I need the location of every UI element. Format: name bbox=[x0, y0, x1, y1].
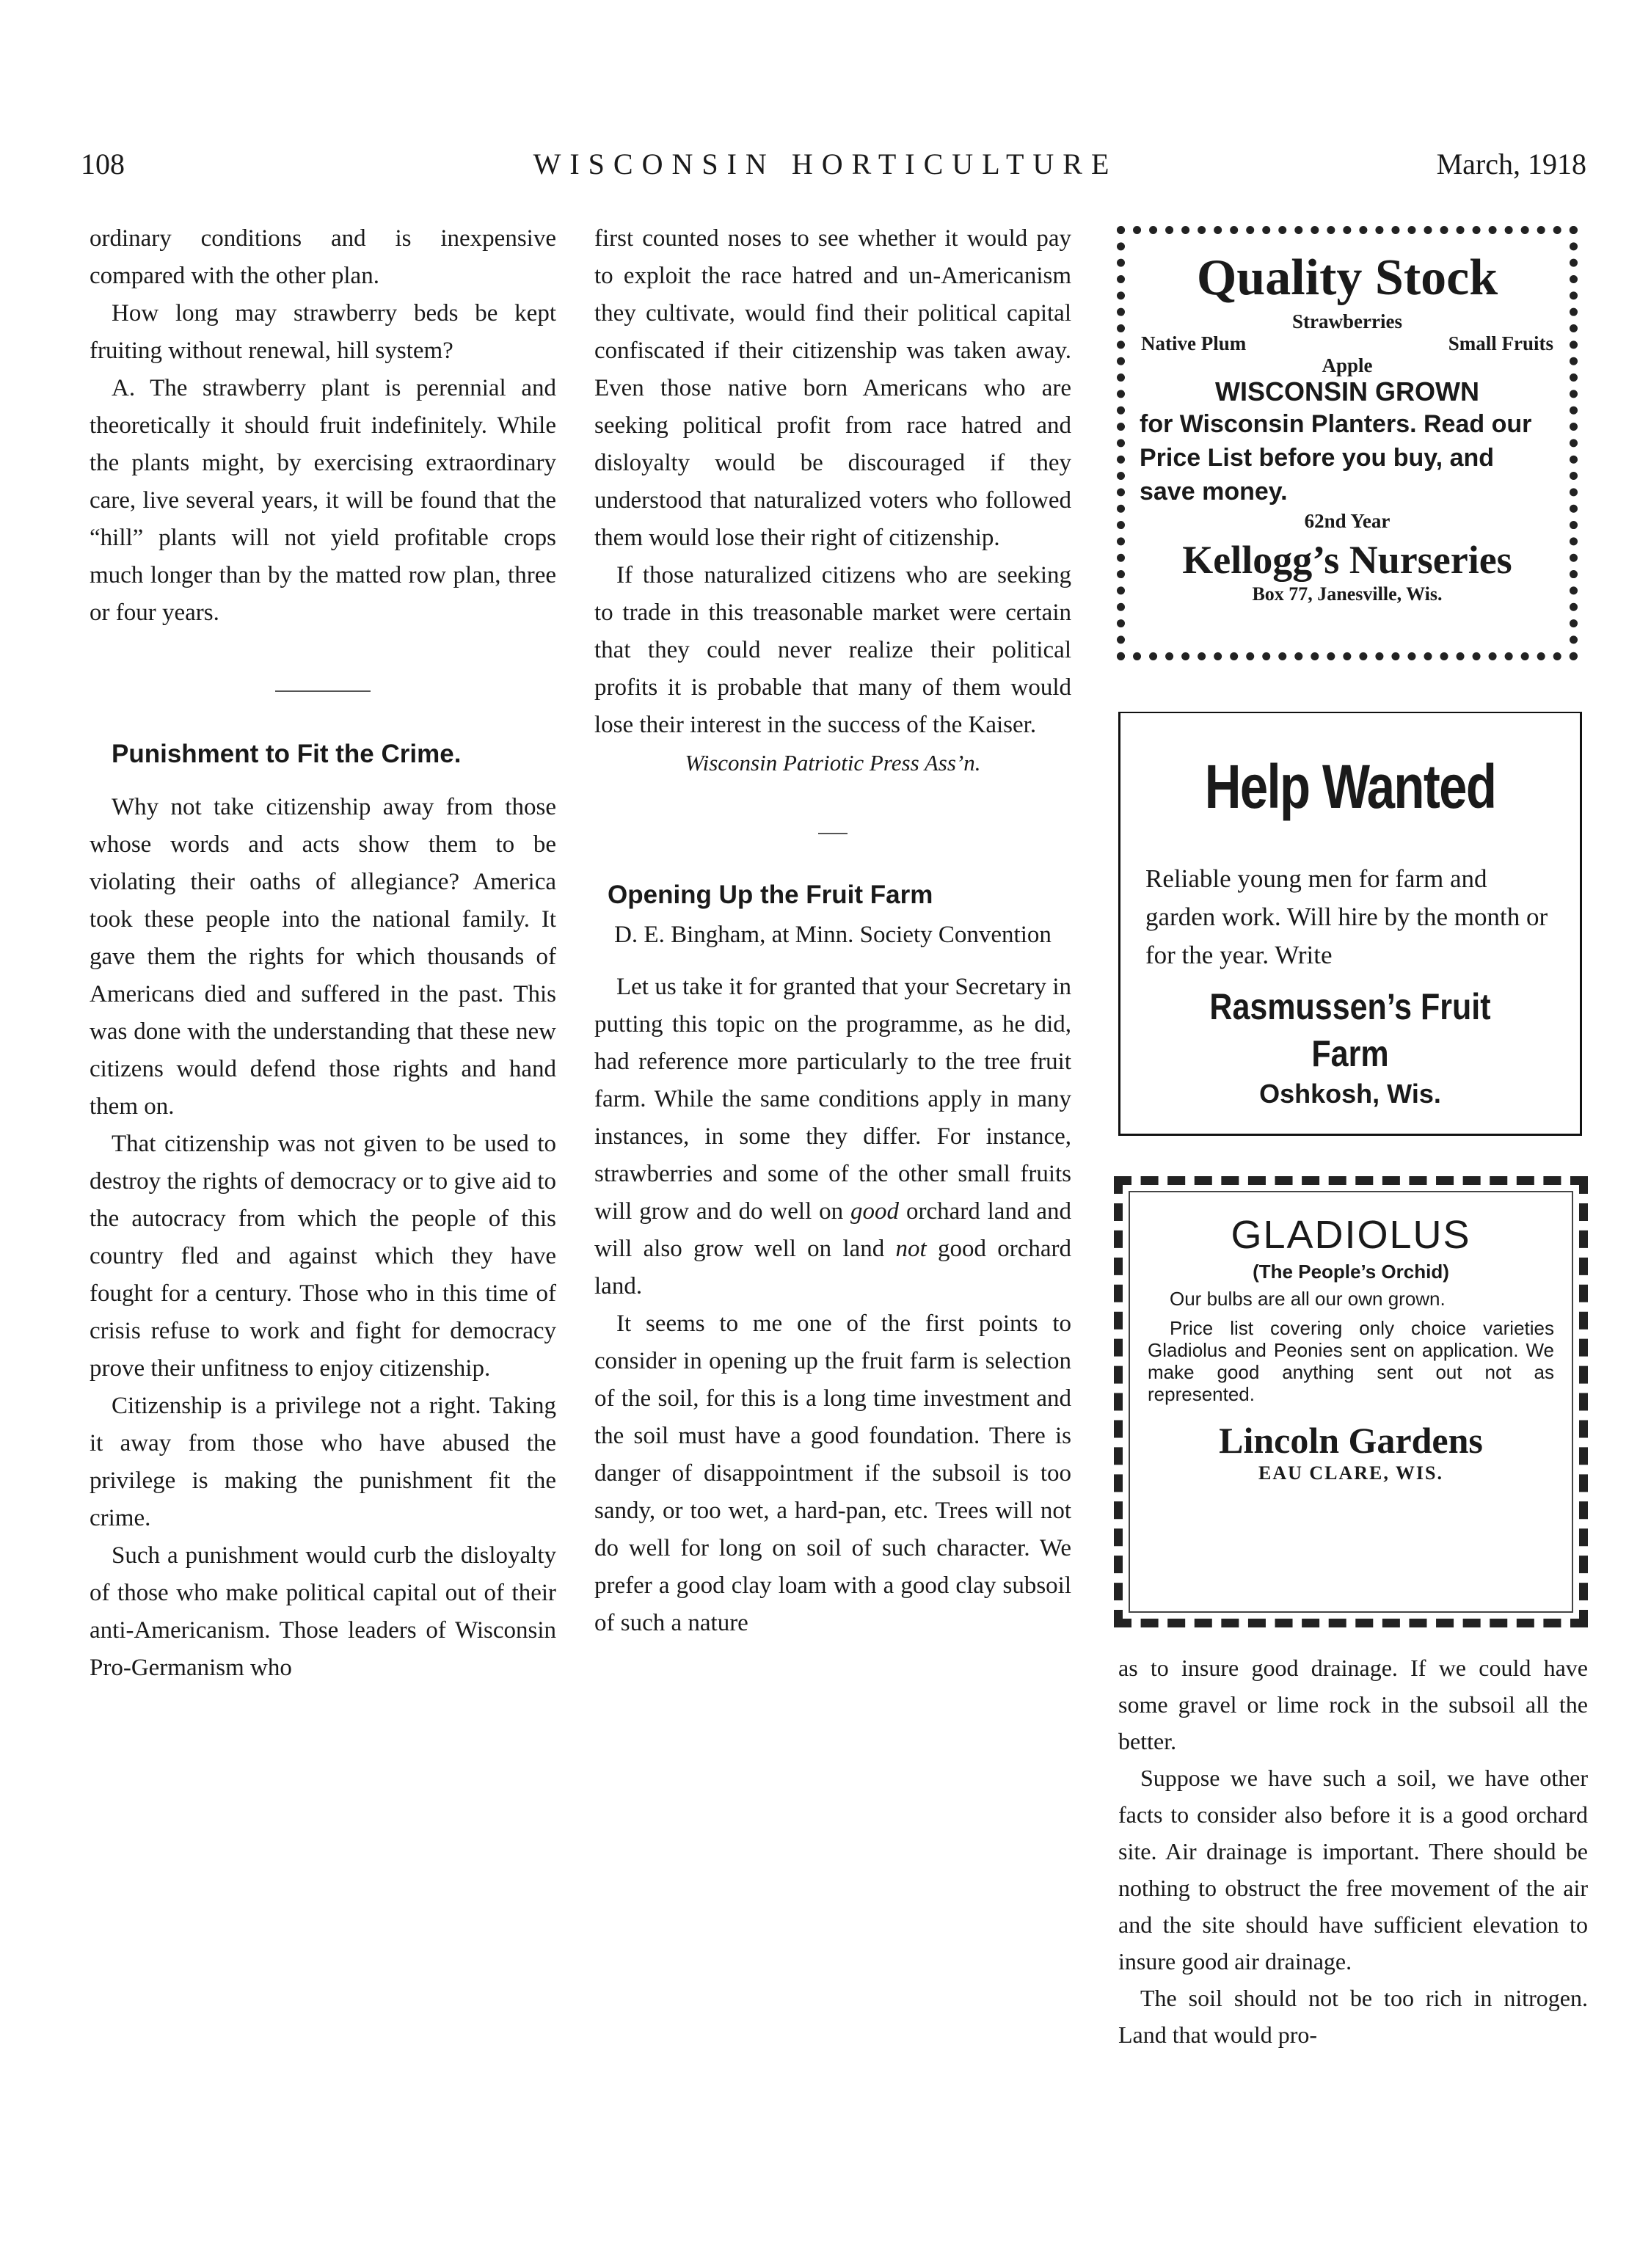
page-number: 108 bbox=[81, 147, 125, 181]
ad-title: Quality Stock bbox=[1196, 249, 1498, 306]
rasmussen-help-wanted-ad bbox=[1118, 712, 1582, 1136]
paragraph: The soil should not be too rich in nitrogen. Land that would pro- bbox=[1118, 1985, 1588, 2048]
ad-line: WISCONSIN GROWN bbox=[1215, 376, 1479, 406]
section-divider bbox=[275, 690, 371, 692]
ad-body: Price list covering only choice varieties Gladiolus and Peonies sent on application. We make good anything sent out not as represented. bbox=[1148, 1317, 1554, 1405]
ad-body: Our bulbs are all our own grown. bbox=[1170, 1288, 1446, 1310]
paragraph: If those naturalized citizens who are seeking to trade in this treasonable market were certain that they could never realize their political profits it is probable that many of them would lose their interest in the success of the Kaiser. bbox=[594, 562, 1071, 738]
article-heading: Punishment to Fit the Crime. bbox=[112, 740, 462, 768]
ad-subtitle: (The People’s Orchid) bbox=[1253, 1261, 1449, 1283]
paragraph: Such a punishment would curb the disloyalty of those who make political capital out of their anti-Americanism. Those leaders of Wisconsin Pro-Germanism who bbox=[90, 1542, 556, 1681]
ad-address: Box 77, Janesville, Wis. bbox=[1252, 583, 1443, 605]
paragraph: Why not take citizenship away from those whose words and acts show them to be violating their oaths of allegiance? America took these people into the national family. It gave them the rights for which thousands of Americans died and suffered in the past. This was done with the understanding that these new citizens would defend those rights and hand them on. bbox=[90, 794, 556, 1120]
ad-address: EAU CLARE, WIS. bbox=[1258, 1462, 1443, 1484]
paragraph: first counted noses to see whether it would pay to exploit the race hatred and un-Americanism they cultivate, would find their political capital confiscated if their citizenship was taken away. Even those native born Americans who are seeking political profit from race hatred and disloyalty would be discouraged if they understood that naturalized voters who followed them would lose their right of citizenship. bbox=[594, 225, 1071, 551]
article-byline: D. E. Bingham, at Minn. Society Convention bbox=[614, 922, 1052, 948]
paragraph: How long may strawberry beds be kept fruiting without renewal, hill system? bbox=[90, 300, 556, 364]
paragraph: Let us take it for granted that your Secretary in putting this topic on the programme, as he did, had reference more particularly to the tree fruit farm. While the same conditions apply in many instances, in some they differ. For instance, strawberries and some of the other small fruits will grow and do well on good orchard land and will also grow well on land not good orchard land. bbox=[594, 974, 1072, 1299]
ad-company-name: Kellogg’s Nurseries bbox=[1182, 538, 1512, 582]
paragraph: ordinary conditions and is inexpensive compared with the other plan. bbox=[90, 225, 556, 289]
journal-title: WISCONSIN HORTICULTURE bbox=[533, 147, 1118, 181]
paragraph: as to insure good drainage. If we could have some gravel or lime rock in the subsoil all the better. bbox=[1118, 1655, 1588, 1754]
article-heading: Opening Up the Fruit Farm bbox=[608, 880, 933, 909]
paragraph: A. The strawberry plant is perennial and theoretically it should fruit indefinitely. While the plants might, by exercising extraordinary care, live several years, it will be found that the “hill” plants will not yield profitable crops much longer than by the matted row plan, three or four years. bbox=[90, 375, 556, 626]
paragraph: Citizenship is a privilege not a right. Taking it away from those who have abused the privilege is making the punishment fit the crime. bbox=[90, 1393, 556, 1531]
column-2 bbox=[594, 220, 1071, 1642]
issue-date: March, 1918 bbox=[1436, 147, 1586, 181]
ad-line: Native Plum Small Fruits bbox=[1141, 332, 1553, 354]
page-header bbox=[0, 147, 1651, 191]
ad-body: for Wisconsin Planters. Read our Price List before you buy, and save money. bbox=[1140, 410, 1532, 506]
paragraph: Suppose we have such a soil, we have other facts to consider also before it is a good orchard site. Air drainage is important. There should be nothing to obstruct the free movement of the air and the site should have sufficient elevation to insure good air drainage. bbox=[1118, 1765, 1588, 1975]
paragraph: That citizenship was not given to be used to destroy the rights of democracy or to give aid to the autocracy from which the people of this country fled and against which they have fought for a century. Those who in this time of crisis refuse to work and fight for democracy prove their unfitness to enjoy citizenship. bbox=[90, 1131, 556, 1382]
ad-year: 62nd Year bbox=[1304, 510, 1391, 532]
column-1 bbox=[90, 220, 556, 1687]
section-divider bbox=[818, 833, 848, 834]
ad-address: Oshkosh, Wis. bbox=[1259, 1079, 1441, 1109]
ad-body: Reliable young men for farm and garden work. Will hire by the month or for the year. Write bbox=[1145, 864, 1548, 969]
ad-company-name: Rasmussen’s Fruit Farm bbox=[1209, 986, 1491, 1074]
ad-title: Help Wanted bbox=[1204, 752, 1496, 821]
column-3 bbox=[1118, 1649, 1588, 2053]
ad-line: Apple bbox=[1322, 354, 1373, 376]
lincoln-gardens-ad bbox=[1114, 1176, 1588, 1627]
kellogg-nurseries-ad bbox=[1117, 226, 1578, 660]
paragraph: It seems to me one of the first points to consider in opening up the fruit farm is selection of the soil, for this is a long time investment and the soil must have a good foundation. There is danger of disappointment if the subsoil is too sandy, or too wet, a hard-pan, etc. Trees will not do well for long on soil of such character. We prefer a good clay loam with a good clay subsoil of such a nature bbox=[594, 1310, 1071, 1636]
ad-title: GLADIOLUS bbox=[1231, 1213, 1471, 1257]
ad-line: Strawberries bbox=[1292, 310, 1402, 332]
article-credit: Wisconsin Patriotic Press Ass’n. bbox=[685, 750, 981, 776]
ad-company-name: Lincoln Gardens bbox=[1219, 1420, 1483, 1461]
